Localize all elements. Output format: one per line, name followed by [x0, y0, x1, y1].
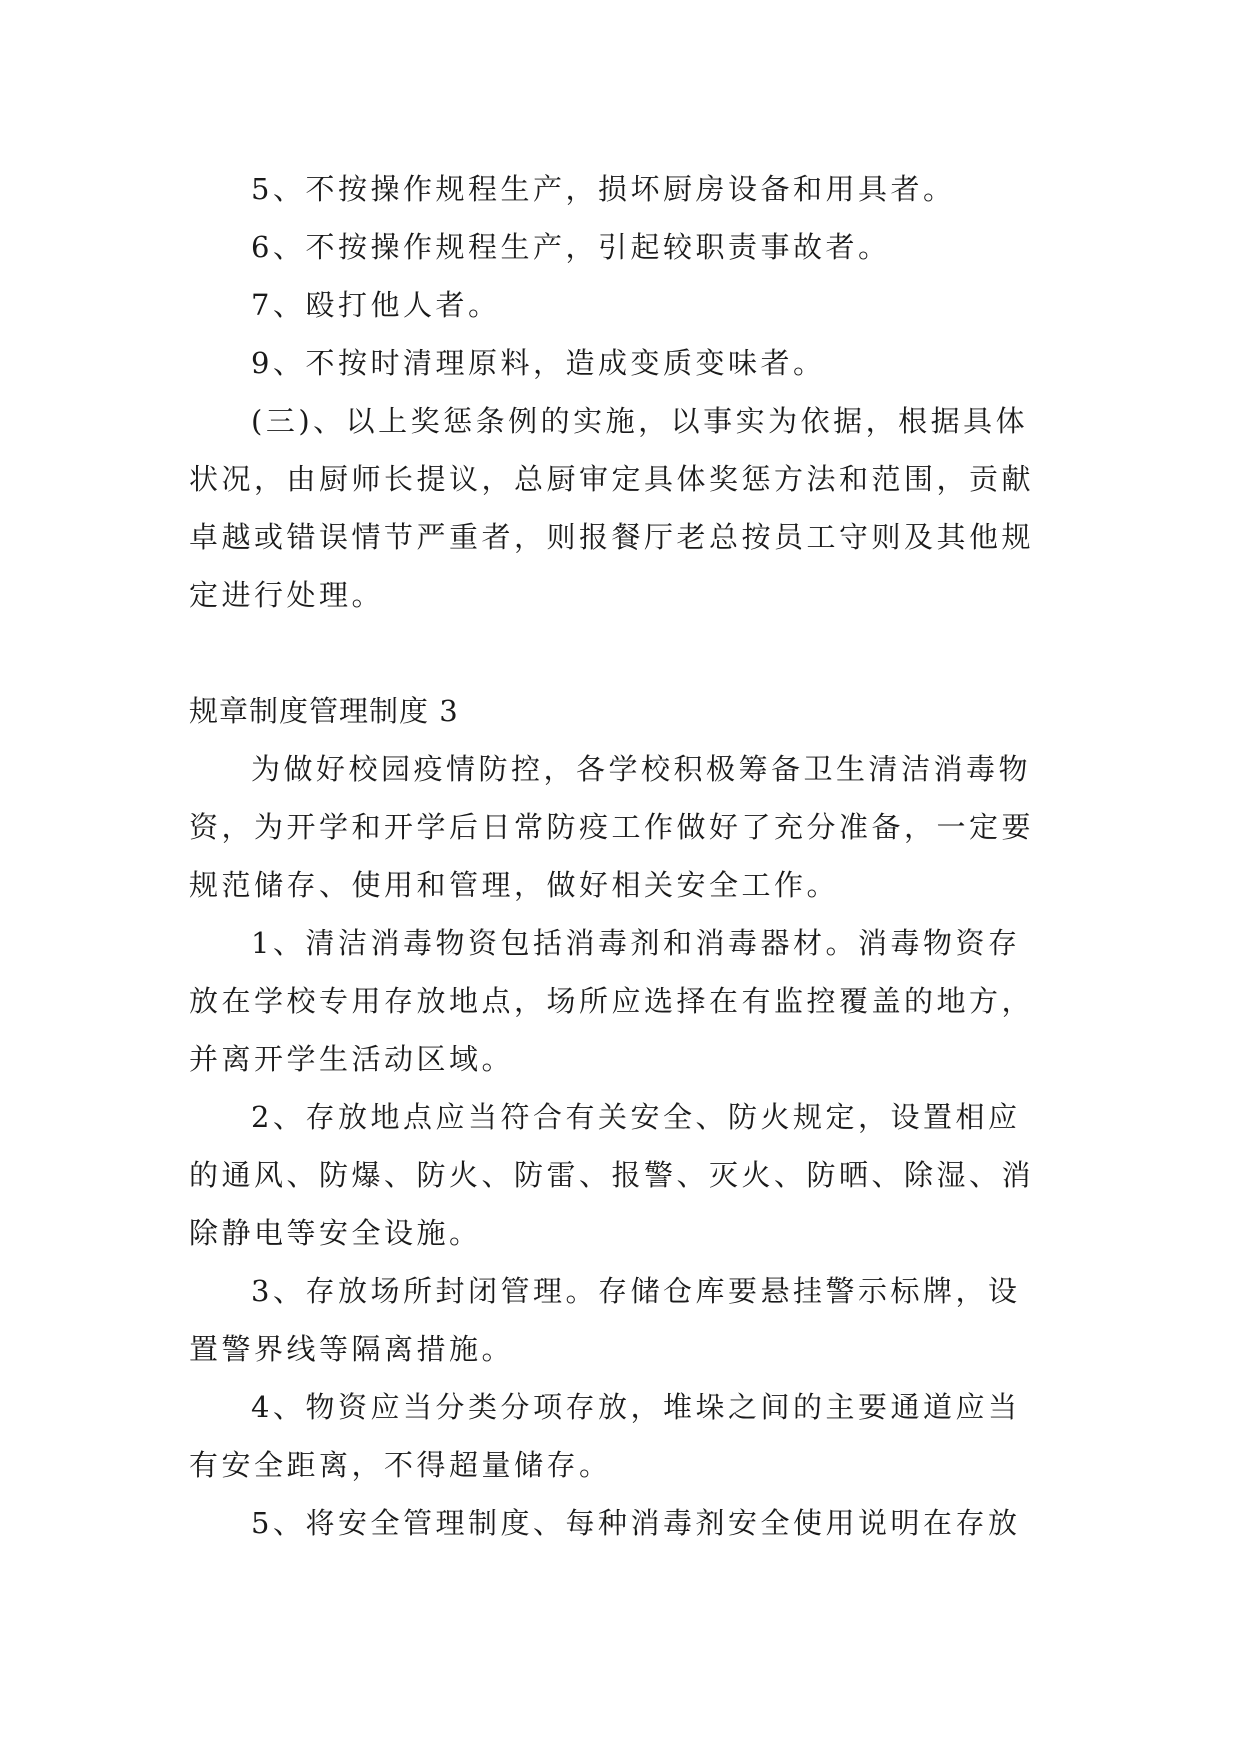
- paragraph-line: 卓越或错误情节严重者，则报餐厅老总按员工守则及其他规: [189, 520, 1035, 554]
- paragraph-line: (三)、以上奖惩条例的实施，以事实为依据，根据具体: [251, 404, 1029, 438]
- list-item: 6、不按操作规程生产，引起较职责事故者。: [251, 230, 891, 264]
- paragraph-line: 1、清洁消毒物资包括消毒剂和消毒器材。消毒物资存: [251, 926, 1021, 960]
- paragraph-line: 5、将安全管理制度、每种消毒剂安全使用说明在存放: [251, 1506, 1021, 1540]
- paragraph-line: 2、存放地点应当符合有关安全、防火规定，设置相应: [251, 1100, 1021, 1134]
- list-item: 9、不按时清理原料，造成变质变味者。: [251, 346, 826, 380]
- paragraph-line: 规范储存、使用和管理，做好相关安全工作。: [189, 868, 840, 902]
- paragraph-line: 有安全距离，不得超量储存。: [189, 1448, 612, 1482]
- list-item: 5、不按操作规程生产，损坏厨房设备和用具者。: [251, 172, 956, 206]
- section-spacer: [189, 624, 1057, 682]
- section-heading: 规章制度管理制度 3: [189, 694, 459, 728]
- paragraph-line: 置警界线等隔离措施。: [189, 1332, 515, 1366]
- paragraph-line: 定进行处理。: [189, 578, 385, 612]
- paragraph-line: 除静电等安全设施。: [189, 1216, 482, 1250]
- paragraph-line: 的通风、防爆、防火、防雷、报警、灭火、防晒、除湿、消: [189, 1158, 1035, 1192]
- paragraph-line: 并离开学生活动区域。: [189, 1042, 515, 1076]
- paragraph-line: 状况，由厨师长提议，总厨审定具体奖惩方法和范围，贡献: [189, 462, 1035, 496]
- paragraph-line: 资，为开学和开学后日常防疫工作做好了充分准备，一定要: [189, 810, 1035, 844]
- list-item: 7、殴打他人者。: [251, 288, 501, 322]
- paragraph-line: 为做好校园疫情防控，各学校积极筹备卫生清洁消毒物: [251, 752, 1032, 786]
- paragraph-line: 4、物资应当分类分项存放，堆垛之间的主要通道应当: [251, 1390, 1021, 1424]
- paragraph-line: 放在学校专用存放地点，场所应选择在有监控覆盖的地方，: [189, 984, 1035, 1018]
- paragraph-line: 3、存放场所封闭管理。存储仓库要悬挂警示标牌，设: [251, 1274, 1021, 1308]
- document-body: [189, 160, 1057, 1552]
